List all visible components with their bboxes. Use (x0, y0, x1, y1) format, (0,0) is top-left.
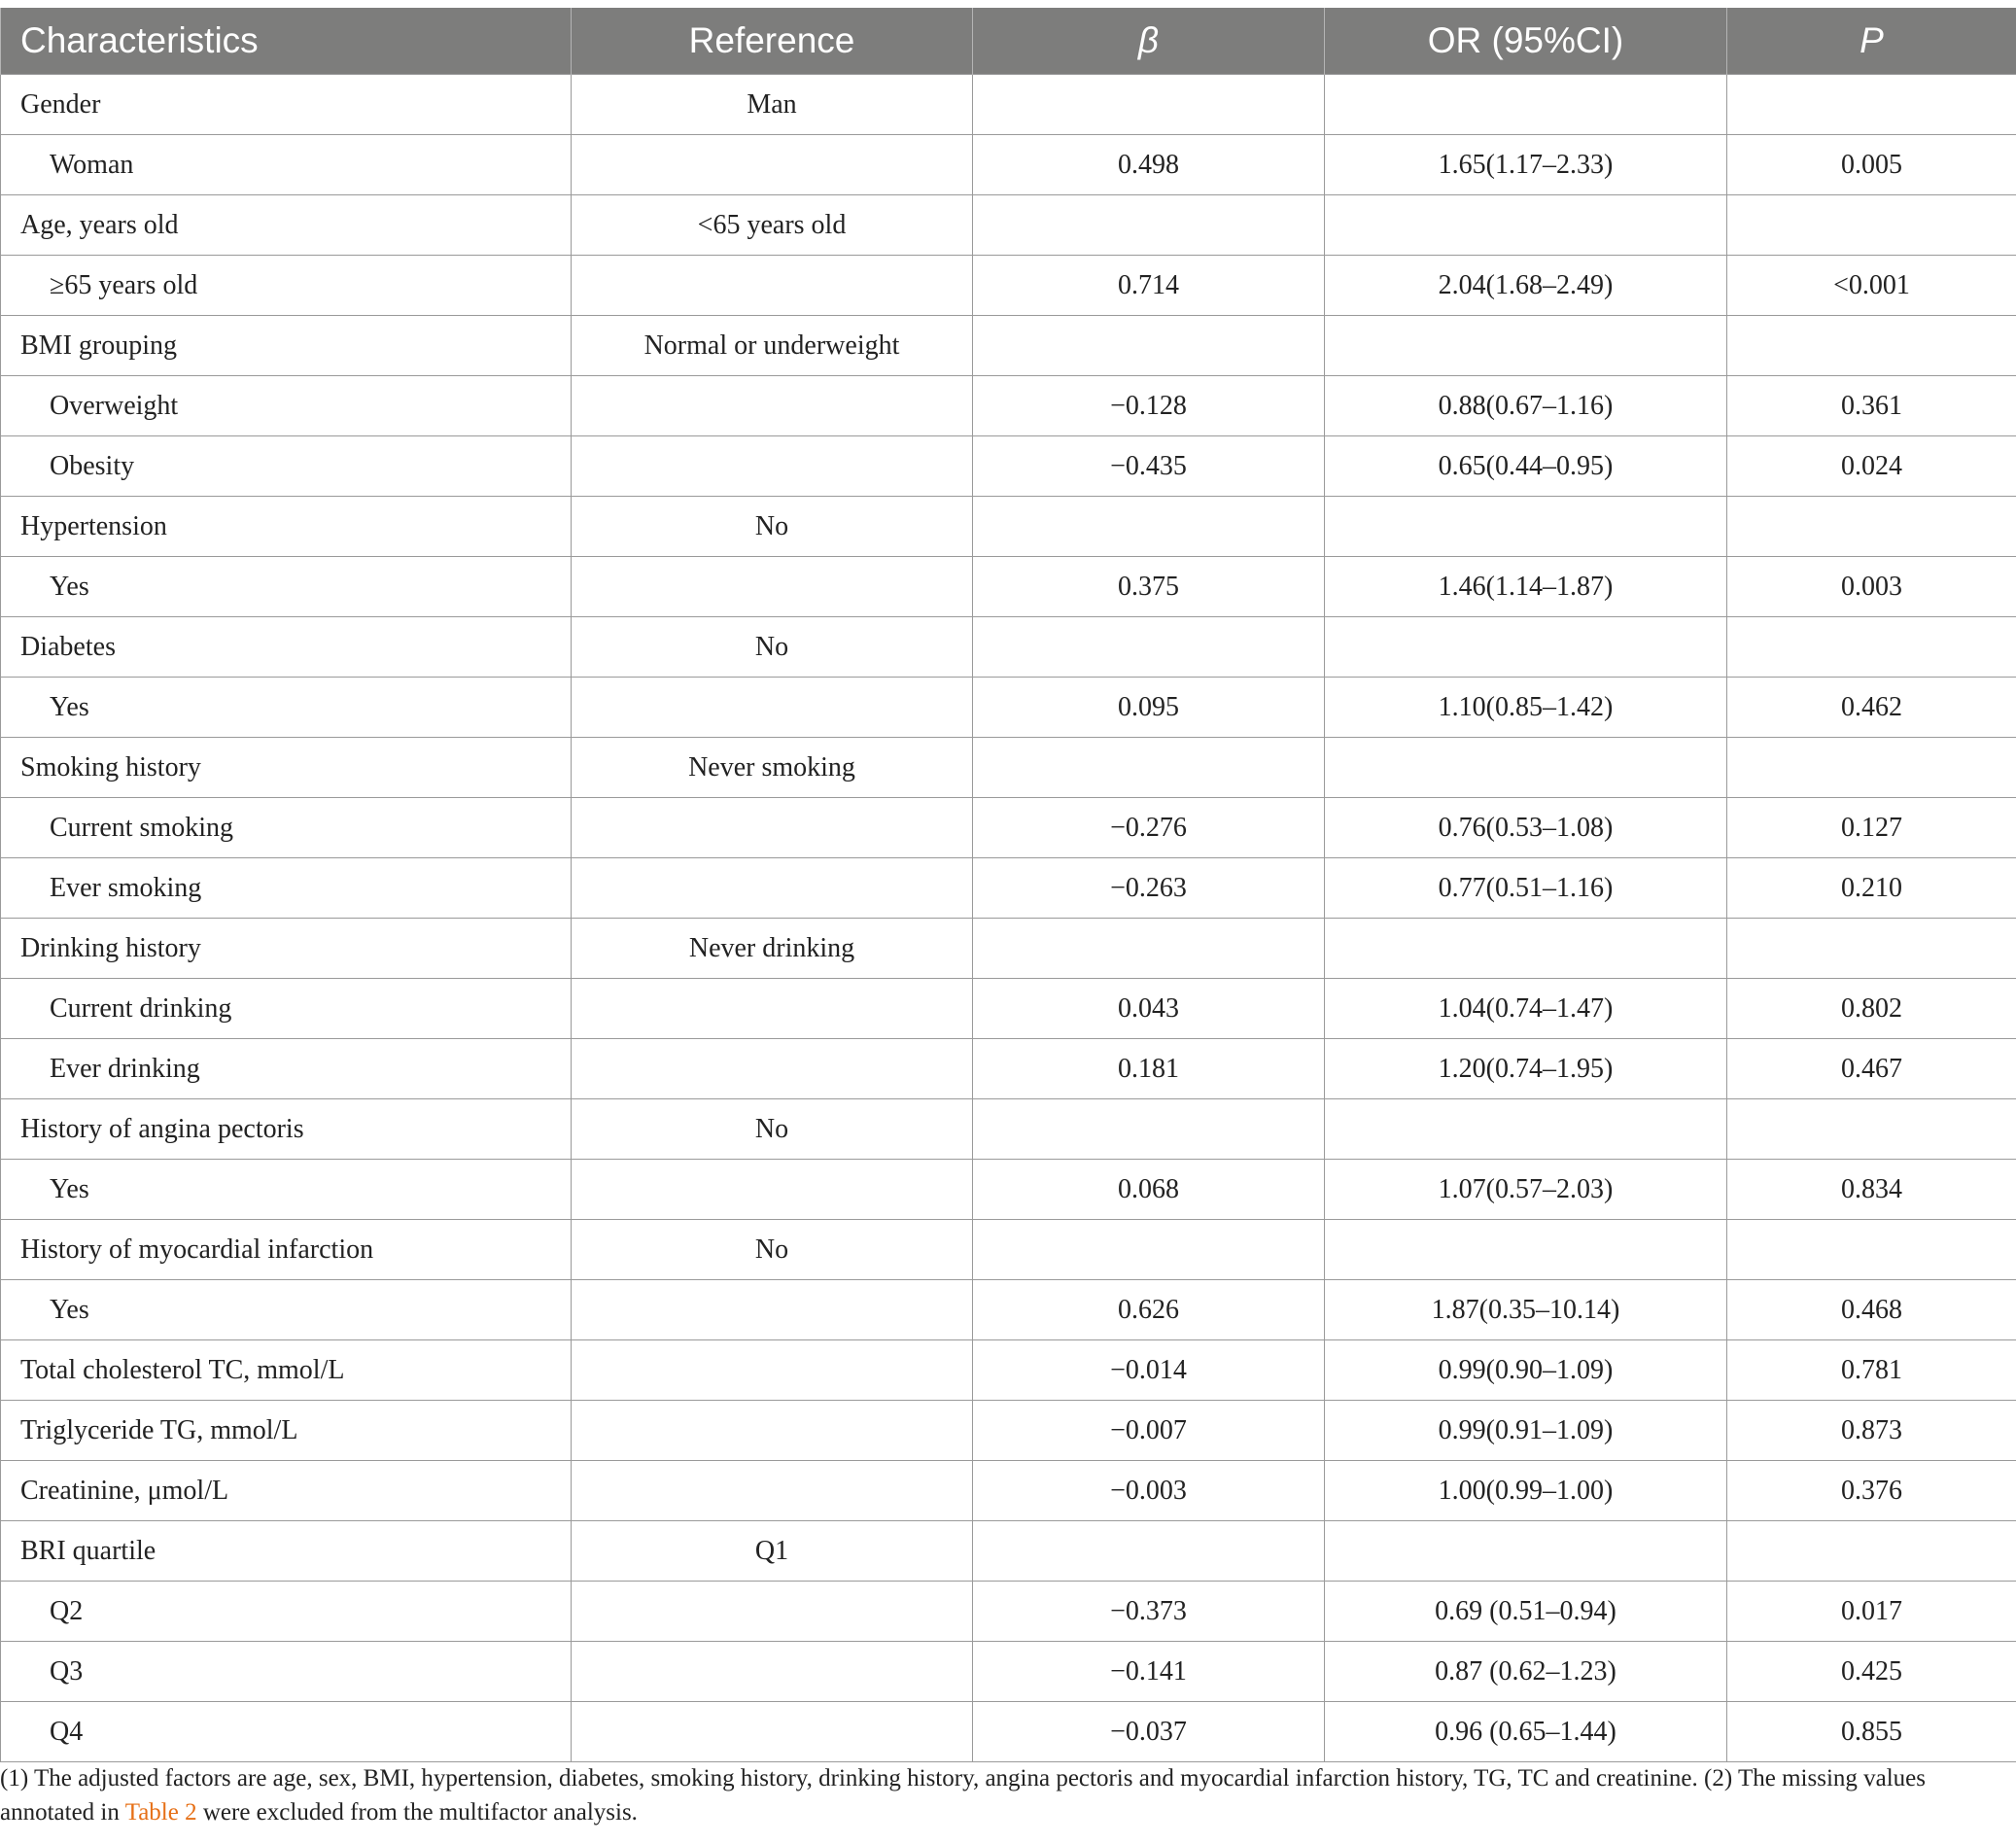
table-row (1, 1582, 2016, 1642)
row-reference: Man (572, 75, 973, 135)
row-beta: −0.037 (973, 1702, 1325, 1762)
row-reference: Never smoking (572, 738, 973, 798)
header-beta: β (973, 8, 1325, 75)
table-row (1, 919, 2016, 979)
row-label: Yes (1, 557, 572, 617)
row-label: Drinking history (1, 919, 572, 979)
row-or-ci (1325, 919, 1727, 979)
row-p-value: 0.024 (1727, 436, 2016, 497)
row-reference (572, 256, 973, 316)
row-label: Creatinine, μmol/L (1, 1461, 572, 1521)
row-p-value: 0.855 (1727, 1702, 2016, 1762)
row-beta (973, 1521, 1325, 1582)
row-or-ci (1325, 738, 1727, 798)
row-p-value: 0.003 (1727, 557, 2016, 617)
row-label: History of angina pectoris (1, 1099, 572, 1160)
table-row (1, 858, 2016, 919)
row-p-value (1727, 316, 2016, 376)
row-p-value (1727, 1099, 2016, 1160)
table-row (1, 75, 2016, 135)
table-body (1, 75, 2016, 1762)
row-label: Yes (1, 678, 572, 738)
row-reference: No (572, 497, 973, 557)
row-or-ci: 0.65(0.44–0.95) (1325, 436, 1727, 497)
row-reference (572, 798, 973, 858)
row-reference (572, 858, 973, 919)
footnote-text-after: were excluded from the multifactor analysis. (196, 1799, 638, 1826)
row-beta: −0.263 (973, 858, 1325, 919)
row-reference: No (572, 1099, 973, 1160)
table-row (1, 135, 2016, 195)
regression-table (0, 8, 2016, 1762)
table-row (1, 678, 2016, 738)
row-p-value: 0.425 (1727, 1642, 2016, 1702)
row-beta: −0.435 (973, 436, 1325, 497)
row-or-ci (1325, 195, 1727, 256)
row-reference: Never drinking (572, 919, 973, 979)
row-label: Current smoking (1, 798, 572, 858)
row-or-ci (1325, 617, 1727, 678)
row-reference (572, 1340, 973, 1401)
row-label: Age, years old (1, 195, 572, 256)
row-beta (973, 316, 1325, 376)
table-row (1, 979, 2016, 1039)
row-label: History of myocardial infarction (1, 1220, 572, 1280)
table-row (1, 557, 2016, 617)
row-p-value (1727, 1220, 2016, 1280)
row-label: Overweight (1, 376, 572, 436)
table-row (1, 1521, 2016, 1582)
row-or-ci: 0.87 (0.62–1.23) (1325, 1642, 1727, 1702)
table-wrapper (0, 8, 2016, 1762)
table-row (1, 1220, 2016, 1280)
row-label: Total cholesterol TC, mmol/L (1, 1340, 572, 1401)
row-or-ci (1325, 1521, 1727, 1582)
row-reference: No (572, 1220, 973, 1280)
table-row (1, 1340, 2016, 1401)
row-p-value (1727, 1521, 2016, 1582)
table-row (1, 1401, 2016, 1461)
row-or-ci: 1.10(0.85–1.42) (1325, 678, 1727, 738)
row-or-ci: 0.88(0.67–1.16) (1325, 376, 1727, 436)
row-p-value: 0.468 (1727, 1280, 2016, 1340)
table-row (1, 316, 2016, 376)
row-beta (973, 1220, 1325, 1280)
row-or-ci (1325, 75, 1727, 135)
row-reference (572, 1702, 973, 1762)
row-beta: 0.181 (973, 1039, 1325, 1099)
row-reference (572, 1582, 973, 1642)
row-beta (973, 738, 1325, 798)
row-beta (973, 617, 1325, 678)
header-characteristics: Characteristics (1, 8, 572, 75)
row-reference: No (572, 617, 973, 678)
row-reference (572, 1461, 973, 1521)
table-row (1, 497, 2016, 557)
row-beta (973, 1099, 1325, 1160)
row-label: ≥65 years old (1, 256, 572, 316)
row-beta: −0.014 (973, 1340, 1325, 1401)
row-p-value: 0.873 (1727, 1401, 2016, 1461)
header-p: P (1727, 8, 2016, 75)
row-beta: −0.373 (973, 1582, 1325, 1642)
header-row (1, 8, 2016, 75)
row-p-value (1727, 195, 2016, 256)
row-p-value: 0.781 (1727, 1340, 2016, 1401)
row-p-value: 0.802 (1727, 979, 2016, 1039)
row-reference: Normal or underweight (572, 316, 973, 376)
header-or-ci: OR (95%CI) (1325, 8, 1727, 75)
row-beta: 0.714 (973, 256, 1325, 316)
row-p-value: 0.210 (1727, 858, 2016, 919)
row-beta (973, 919, 1325, 979)
row-or-ci: 1.46(1.14–1.87) (1325, 557, 1727, 617)
table-row (1, 376, 2016, 436)
row-label: Q2 (1, 1582, 572, 1642)
row-p-value: 0.376 (1727, 1461, 2016, 1521)
row-p-value: <0.001 (1727, 256, 2016, 316)
row-label: Woman (1, 135, 572, 195)
table-row (1, 1160, 2016, 1220)
row-label: Yes (1, 1280, 572, 1340)
row-reference: Q1 (572, 1521, 973, 1582)
row-or-ci (1325, 316, 1727, 376)
row-label: BRI quartile (1, 1521, 572, 1582)
row-beta: 0.498 (973, 135, 1325, 195)
row-beta: 0.043 (973, 979, 1325, 1039)
row-or-ci: 0.96 (0.65–1.44) (1325, 1702, 1727, 1762)
table-row (1, 738, 2016, 798)
row-or-ci: 0.69 (0.51–0.94) (1325, 1582, 1727, 1642)
row-label: Hypertension (1, 497, 572, 557)
row-or-ci: 0.77(0.51–1.16) (1325, 858, 1727, 919)
table-row (1, 798, 2016, 858)
footnote-text-before: (1) The adjusted factors are age, sex, BMI, hypertension, diabetes, smoking history, drinking history, angina pectoris and myocardial infarction history, TG, TC and creatinine. (2) The missing values annotated in (0, 1765, 1927, 1826)
row-beta: 0.375 (973, 557, 1325, 617)
row-label: Yes (1, 1160, 572, 1220)
row-or-ci (1325, 1099, 1727, 1160)
table-row (1, 1461, 2016, 1521)
row-reference (572, 979, 973, 1039)
row-label: Obesity (1, 436, 572, 497)
row-or-ci (1325, 1220, 1727, 1280)
row-p-value (1727, 738, 2016, 798)
table-row (1, 1280, 2016, 1340)
table-row (1, 195, 2016, 256)
row-reference (572, 1039, 973, 1099)
row-reference (572, 678, 973, 738)
row-or-ci: 2.04(1.68–2.49) (1325, 256, 1727, 316)
row-or-ci: 1.07(0.57–2.03) (1325, 1160, 1727, 1220)
row-p-value: 0.005 (1727, 135, 2016, 195)
row-label: Triglyceride TG, mmol/L (1, 1401, 572, 1461)
row-p-value (1727, 497, 2016, 557)
row-or-ci (1325, 497, 1727, 557)
row-reference (572, 1160, 973, 1220)
row-reference: <65 years old (572, 195, 973, 256)
row-reference (572, 557, 973, 617)
row-reference (572, 1642, 973, 1702)
table-row (1, 1642, 2016, 1702)
row-reference (572, 436, 973, 497)
row-or-ci: 1.87(0.35–10.14) (1325, 1280, 1727, 1340)
row-beta (973, 497, 1325, 557)
row-p-value (1727, 617, 2016, 678)
row-beta: 0.626 (973, 1280, 1325, 1340)
row-p-value: 0.127 (1727, 798, 2016, 858)
table-row (1, 617, 2016, 678)
row-beta: 0.095 (973, 678, 1325, 738)
row-or-ci: 1.04(0.74–1.47) (1325, 979, 1727, 1039)
table-row (1, 1039, 2016, 1099)
row-label: BMI grouping (1, 316, 572, 376)
table-row (1, 1099, 2016, 1160)
row-or-ci: 1.65(1.17–2.33) (1325, 135, 1727, 195)
row-or-ci: 1.00(0.99–1.00) (1325, 1461, 1727, 1521)
row-p-value (1727, 919, 2016, 979)
row-p-value (1727, 75, 2016, 135)
row-p-value: 0.462 (1727, 678, 2016, 738)
table-row (1, 1702, 2016, 1762)
row-or-ci: 0.99(0.90–1.09) (1325, 1340, 1727, 1401)
row-p-value: 0.834 (1727, 1160, 2016, 1220)
row-label: Diabetes (1, 617, 572, 678)
table-row (1, 436, 2016, 497)
table-header (1, 8, 2016, 75)
row-label: Ever smoking (1, 858, 572, 919)
table-row (1, 256, 2016, 316)
table-footnote (0, 1761, 2012, 1829)
row-reference (572, 135, 973, 195)
row-label: Smoking history (1, 738, 572, 798)
row-p-value: 0.361 (1727, 376, 2016, 436)
row-or-ci: 0.99(0.91–1.09) (1325, 1401, 1727, 1461)
row-label: Ever drinking (1, 1039, 572, 1099)
row-label: Current drinking (1, 979, 572, 1039)
row-reference (572, 1280, 973, 1340)
table-2-link[interactable]: Table 2 (124, 1799, 197, 1826)
row-beta: −0.141 (973, 1642, 1325, 1702)
row-reference (572, 376, 973, 436)
row-or-ci: 0.76(0.53–1.08) (1325, 798, 1727, 858)
row-beta: 0.068 (973, 1160, 1325, 1220)
row-or-ci: 1.20(0.74–1.95) (1325, 1039, 1727, 1099)
row-label: Q4 (1, 1702, 572, 1762)
row-p-value: 0.017 (1727, 1582, 2016, 1642)
row-beta (973, 195, 1325, 256)
row-label: Q3 (1, 1642, 572, 1702)
row-beta: −0.276 (973, 798, 1325, 858)
row-reference (572, 1401, 973, 1461)
row-p-value: 0.467 (1727, 1039, 2016, 1099)
row-beta (973, 75, 1325, 135)
row-label: Gender (1, 75, 572, 135)
header-reference: Reference (572, 8, 973, 75)
row-beta: −0.128 (973, 376, 1325, 436)
row-beta: −0.007 (973, 1401, 1325, 1461)
row-beta: −0.003 (973, 1461, 1325, 1521)
